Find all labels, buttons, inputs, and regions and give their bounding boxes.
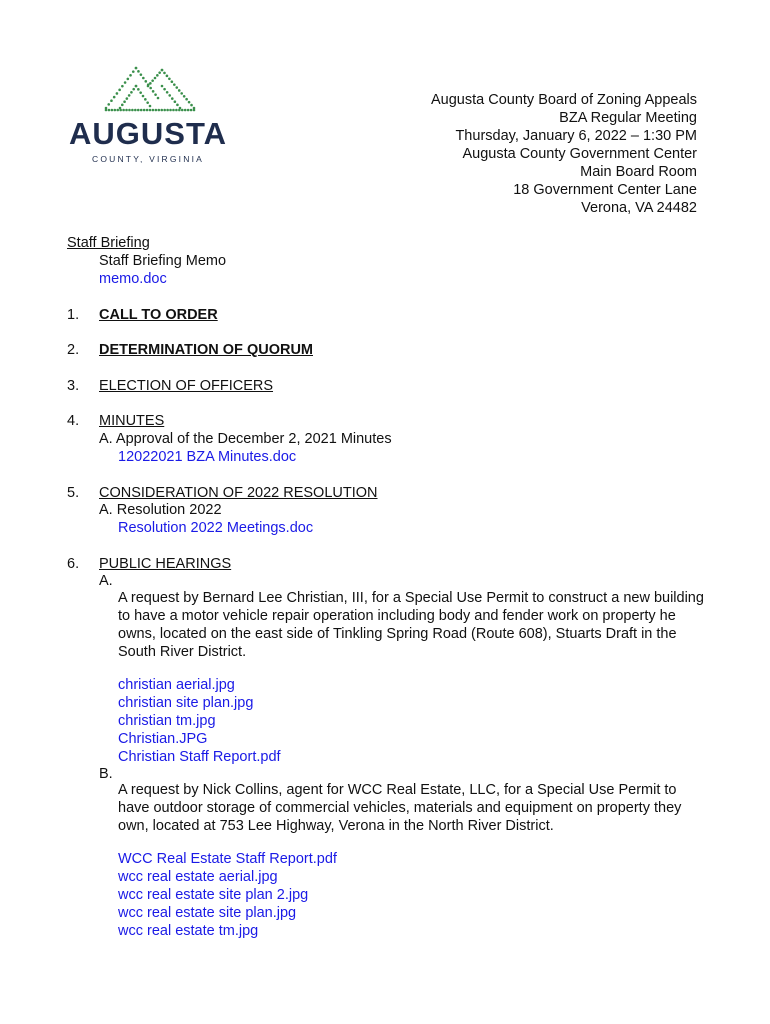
mountains-logo-icon	[66, 58, 230, 174]
item-number: 2.	[67, 342, 80, 358]
header-line: 18 Government Center Lane	[513, 182, 697, 198]
attachment-link[interactable]: christian aerial.jpg	[118, 677, 235, 693]
header-line: Thursday, January 6, 2022 – 1:30 PM	[455, 128, 697, 144]
attachment-link[interactable]: WCC Real Estate Staff Report.pdf	[118, 851, 337, 867]
attachment-link[interactable]: Christian.JPG	[118, 731, 208, 747]
memo-link[interactable]: memo.doc	[99, 271, 167, 287]
item-number: 6.	[67, 556, 80, 572]
hearing-b-description: A request by Nick Collins, agent for WCC Real Estate, LLC, for a Special Use Permit to have outdoor storage of commercial vehicles, materials and equipment on property they own, located at 753 Lee Highway, Verona in the North River District.	[118, 782, 682, 834]
attachment-link[interactable]: wcc real estate site plan.jpg	[118, 905, 297, 921]
header-line: BZA Regular Meeting	[559, 110, 697, 126]
hearing-letter: A.	[99, 573, 113, 589]
county-logo	[66, 58, 230, 174]
header-line: Main Board Room	[580, 164, 697, 180]
hearing-a-links	[118, 676, 281, 766]
item-minutes: MINUTES	[99, 413, 165, 429]
attachment-link[interactable]: wcc real estate tm.jpg	[118, 923, 259, 939]
attachment-link[interactable]: wcc real estate site plan 2.jpg	[118, 887, 309, 903]
logo-wordmark: AUGUSTA	[69, 116, 227, 151]
item-election: ELECTION OF OFFICERS	[99, 378, 274, 394]
hearing-a-description: A request by Bernard Lee Christian, III, for a Special Use Permit to construct a new building to have a motor vehicle repair operation including body and fender work on property he owns, located on the east side of Tinkling Spring Road (Route 608), Stuarts Draft in the South River District.	[118, 590, 704, 660]
item-number: 4.	[67, 413, 80, 429]
header-line: Augusta County Board of Zoning Appeals	[430, 92, 697, 108]
item-public-hearings: PUBLIC HEARINGS	[99, 556, 232, 572]
item-call-to-order: CALL TO ORDER	[99, 307, 218, 323]
logo-subtitle: COUNTY, VIRGINIA	[91, 154, 205, 164]
resolution-subitem: A. Resolution 2022	[99, 502, 222, 518]
header-line: Verona, VA 24482	[581, 200, 697, 216]
staff-briefing-item: Staff Briefing Memo	[99, 253, 227, 269]
item-number: 5.	[67, 485, 80, 501]
staff-briefing-heading: Staff Briefing	[67, 235, 150, 251]
attachment-link[interactable]: christian tm.jpg	[118, 713, 216, 729]
attachment-link[interactable]: Christian Staff Report.pdf	[118, 749, 281, 765]
hearing-letter: B.	[99, 766, 113, 782]
hearing-b-links	[118, 850, 337, 940]
attachment-link[interactable]: wcc real estate aerial.jpg	[118, 869, 278, 885]
minutes-link[interactable]: 12022021 BZA Minutes.doc	[118, 449, 297, 465]
meeting-header	[431, 91, 697, 217]
resolution-link[interactable]: Resolution 2022 Meetings.doc	[118, 520, 314, 536]
attachment-link[interactable]: christian site plan.jpg	[118, 695, 254, 711]
minutes-subitem: A. Approval of the December 2, 2021 Minutes	[99, 431, 392, 447]
item-number: 3.	[67, 378, 80, 394]
item-number: 1.	[67, 307, 80, 323]
header-line: Augusta County Government Center	[462, 146, 697, 162]
item-resolution: CONSIDERATION OF 2022 RESOLUTION	[99, 485, 378, 501]
item-quorum: DETERMINATION OF QUORUM	[99, 342, 313, 358]
